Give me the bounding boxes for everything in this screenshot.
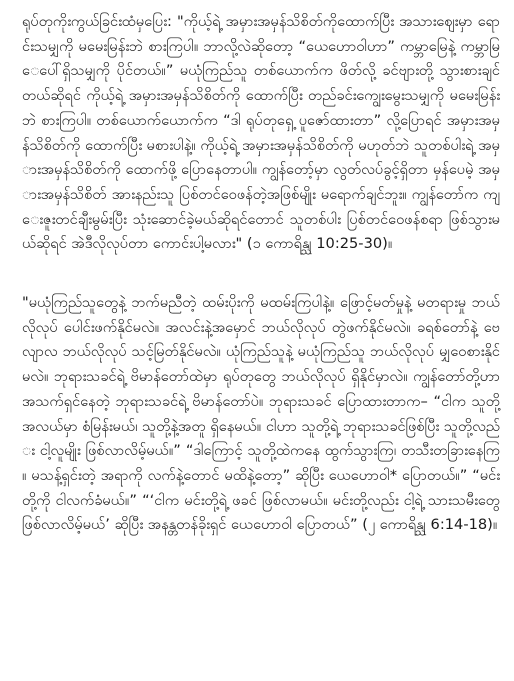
paragraph-idolatry-quote: ရုပ်တုကိုးကွယ်ခြင်းထံမှပြေး: "ကိုယ့်ရဲ့ အမှားအမှန်သိစိတ်ကိုထောက်ပြီး အသားဈေးမှာ ရောင်းသမျှကို မမေးမြန်းဘဲ စားကြပါ။ ဘာလို့လဲဆိုတော့ “ယေဟောဝါဟာ” ကမ္ဘာမြေနဲ့ ကမ္ဘာမြေပေါ်ရှိသမျှကို ပိုင်တယ်။” မယုံကြည်သူ တစ်ယောက်က ဖိတ်လို့ ခင်ဗျားတို့ သွားစားချင်တယ်ဆိုရင် ကိုယ့်ရဲ့ အမှားအမှန်သိစိတ်ကို ထောက်ပြီး တည်ခင်းကျွေးမွေးသမျှကို မမေးမြန်းဘဲ စားကြပါ။ တစ်ယောက်ယောက်က “ဒါ ရုပ်တုရှေ့ ပူဇော်ထားတာ” လို့ပြောရင် အမှားအမှန်သိစိတ်ကို ထောက်ပြီး မစားပါနဲ့။ ကိုယ့်ရဲ့ အမှားအမှန်သိစိတ်ကို မဟုတ်ဘဲ သူတစ်ပါးရဲ့ အမှားအမှန်သိစိတ်ကို ထောက်ဖို့ ပြောနေတာပါ။ ကျွန်တော့်မှာ လွတ်လပ်ခွင့်ရှိတာ မှန်ပေမဲ့ အမှားအမှန်သိစိတ် အားနည်းသူ ပြစ်တင်ဝေဖန်တဲ့အဖြစ်မျိုး မရောက်ချင်ဘူး။ ကျွန်တော်က ကျေးဇူးတင်ချီးမွမ်းပြီး သုံးဆောင်ခဲ့မယ်ဆိုရင်တောင် သူတစ်ပါး ပြစ်တင်ဝေဖန်စရာ ဖြစ်သွားမယ်ဆိုရင် အဲဒီလိုလုပ်တာ ကောင်းပါ့မလား" (၁ ကောရိန္သု 10:25-30)။ bbox=[22, 13, 500, 253]
paragraph-unequal-yoke-quote: "မယုံကြည်သူတွေနဲ့ ဘက်မညီတဲ့ ထမ်းပိုးကို မထမ်းကြပါနဲ့။ ဖြောင့်မတ်မှုနဲ့ မတရားမှု ဘယ်လိုလုပ် ပေါင်းဖက်နိုင်မလဲ။ အလင်းနဲ့အမှောင် ဘယ်လိုလုပ် တွဲဖက်နိုင်မလဲ။ ခရစ်တော်နဲ့ ဗေလျာလ ဘယ်လိုလုပ် သင့်မြတ်နိုင်မလဲ။ ယုံကြည်သူနဲ့ မယုံကြည်သူ ဘယ်လိုလုပ် မျှဝေစားနိုင်မလဲ။ ဘုရားသခင်ရဲ့ ဗိမာန်တော်ထဲမှာ ရုပ်တုတွေ ဘယ်လိုလုပ် ရှိနိုင်မှာလဲ။ ကျွန်တော်တို့ဟာ အသက်ရှင်နေတဲ့ ဘုရားသခင်ရဲ့ ဗိမာန်တော်ပဲ။ ဘုရားသခင် ပြောထားတာက– “ငါက သူတို့အလယ်မှာ စံမြန်းမယ်၊ သူတို့နဲ့အတူ ရှိနေမယ်။ ငါဟာ သူတို့ရဲ့ ဘုရားသခင်ဖြစ်ပြီး သူတို့လည်း ငါ့လူမျိုး ဖြစ်လာလိမ့်မယ်။” “ဒါကြောင့် သူတို့ထဲကနေ ထွက်သွားကြ၊ တသီးတခြားနေကြ။ မသန့်ရှင်းတဲ့ အရာကို လက်နဲ့တောင် မထိနဲ့တော့” ဆိုပြီး ယေဟောဝါ* ပြောတယ်။” “မင်းတို့ကို ငါလက်ခံမယ်။” “‘ငါက မင်းတို့ရဲ့ ဖခင် ဖြစ်လာမယ်။ မင်းတို့လည်း ငါ့ရဲ့ သားသမီးတွေ ဖြစ်လာလိမ့်မယ်’ ဆိုပြီး အနန္တတန်ခိုးရှင် ယေဟောဝါ ပြောတယ်” (၂ ကောရိန္သု 6:14-18)။ bbox=[22, 294, 500, 534]
